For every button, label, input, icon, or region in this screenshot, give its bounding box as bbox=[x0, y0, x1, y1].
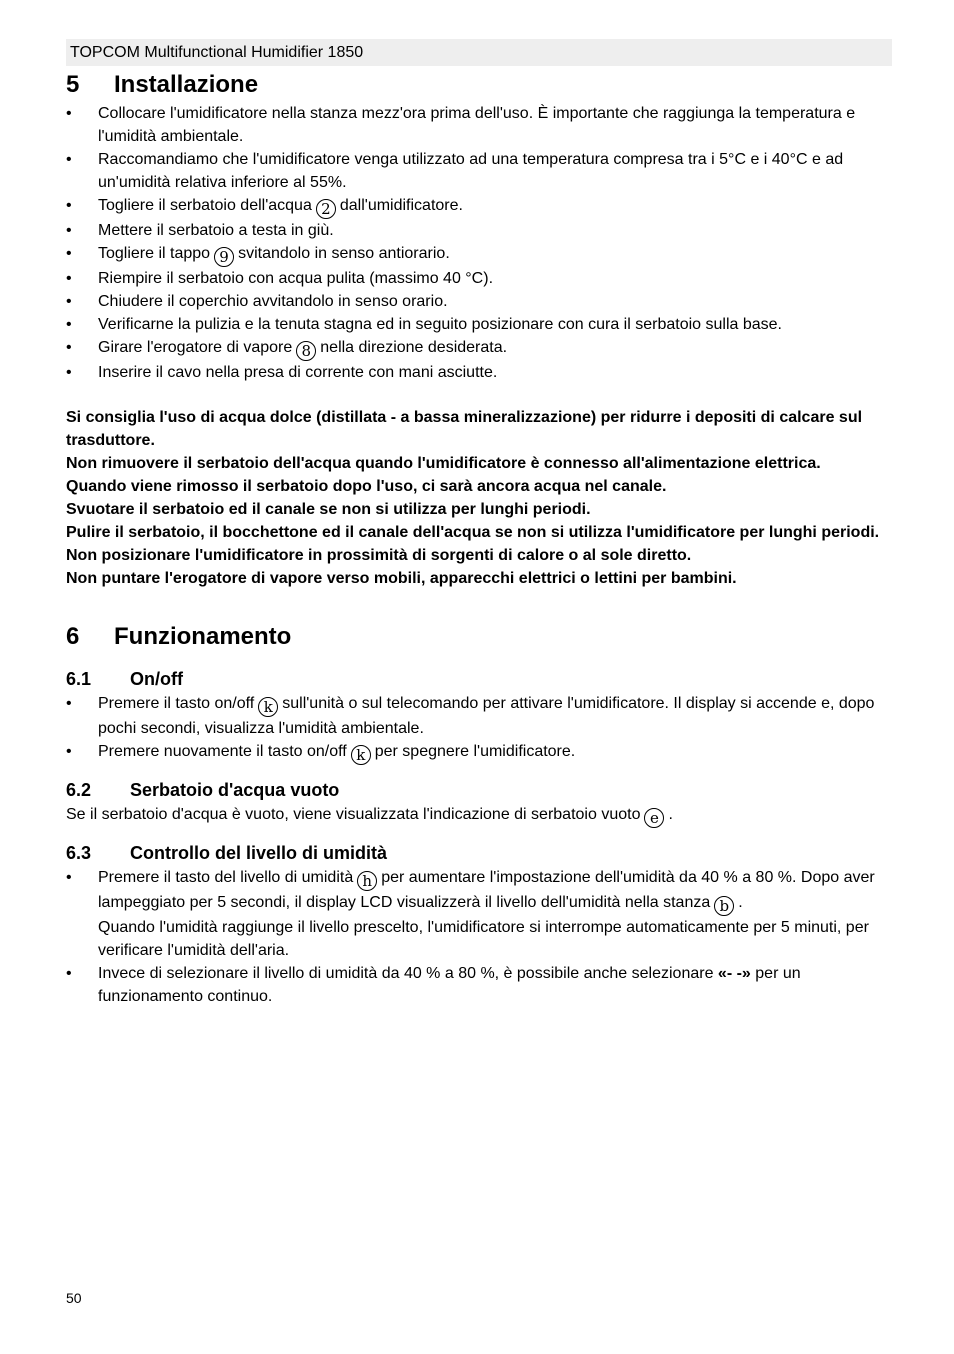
list-item: • Collocare l'umidificatore nella stanza mezz'ora prima dell'uso. È importante che raggiunga la temperatura e l'umidità ambientale. bbox=[66, 102, 892, 148]
running-header bbox=[66, 39, 892, 66]
list-item: • Inserire il cavo nella presa di corrente con mani asciutte. bbox=[66, 361, 892, 384]
part-reference-icon: 8 bbox=[296, 341, 316, 361]
onoff-list bbox=[66, 692, 892, 765]
warning-text: Pulire il serbatoio, il bocchettone ed il canale dell'acqua se non si utilizza l'umidificatore per lunghi periodi. bbox=[66, 524, 880, 541]
section-number: 6 bbox=[66, 623, 80, 650]
list-item: • Girare l'erogatore di vapore 8 nella direzione desiderata. bbox=[66, 336, 892, 361]
list-item: • Chiudere il coperchio avvitandolo in senso orario. bbox=[66, 290, 892, 313]
warnings-block bbox=[66, 406, 892, 590]
list-item: • Mettere il serbatoio a testa in giù. bbox=[66, 219, 892, 242]
display-reference-icon: b bbox=[714, 896, 734, 916]
section-title: Installazione bbox=[114, 71, 259, 98]
warning-text: Svuotare il serbatoio ed il canale se non si utilizza per lunghi periodi. bbox=[66, 501, 591, 518]
part-reference-icon: 2 bbox=[316, 199, 336, 219]
warning-text: Non puntare l'erogatore di vapore verso mobili, apparecchi elettrici o lettini per bambini. bbox=[66, 570, 737, 587]
list-item: • Premere il tasto on/off k sull'unità o sul telecomando per attivare l'umidificatore. Il display si accende e, dopo pochi secondi, visualizza l'umidità ambientale. bbox=[66, 692, 892, 740]
page-number: 50 bbox=[66, 1290, 82, 1306]
section-number: 5 bbox=[66, 71, 80, 98]
warning-text: Quando viene rimosso il serbatoio dopo l'uso, ci sarà ancora acqua nel canale. bbox=[66, 478, 667, 495]
section-5-heading bbox=[66, 68, 892, 102]
list-item: • Togliere il tappo 9 svitandolo in senso antiorario. bbox=[66, 242, 892, 267]
list-item: • Riempire il serbatoio con acqua pulita (massimo 40 °C). bbox=[66, 267, 892, 290]
subsection-number: 6.2 bbox=[66, 780, 92, 800]
subsection-6-2-heading bbox=[66, 777, 892, 803]
button-reference-icon: k bbox=[351, 745, 371, 765]
display-reference-icon: e bbox=[644, 808, 664, 828]
subsection-title: On/off bbox=[130, 669, 183, 689]
part-reference-icon: 9 bbox=[214, 247, 234, 267]
subsection-title: Controllo del livello di umidità bbox=[130, 843, 388, 863]
list-item: • Raccomandiamo che l'umidificatore venga utilizzato ad una temperatura compresa tra i 5°C e i 40°C e ad un'umidità relativa inferiore al 55%. bbox=[66, 148, 892, 194]
button-reference-icon: h bbox=[357, 871, 377, 891]
empty-tank-paragraph: Se il serbatoio d'acqua è vuoto, viene visualizzata l'indicazione di serbatoio vuoto e . bbox=[66, 806, 673, 827]
subsection-number: 6.1 bbox=[66, 669, 92, 689]
warning-text: Non rimuovere il serbatoio dell'acqua quando l'umidificatore è connesso all'alimentazione elettrica. bbox=[66, 455, 821, 472]
subsection-6-3-heading bbox=[66, 840, 892, 866]
list-item: • Premere il tasto del livello di umidità h per aumentare l'impostazione dell'umidità da 40 % a 80 %. Dopo aver lampeggiato per 5 secondi, il display LCD visualizzerà il livello dell'umidità nella stanza b . Quando l'umidità raggiunge il livello prescelto, l'umidificatore si interrompe automaticamente per 5 minuti, per verificare l'umidità dell'aria. bbox=[66, 866, 892, 962]
subsection-title: Serbatoio d'acqua vuoto bbox=[130, 780, 340, 800]
humidity-control-list bbox=[66, 866, 892, 1008]
list-item: • Premere nuovamente il tasto on/off k per spegnere l'umidificatore. bbox=[66, 740, 892, 765]
list-item: • Togliere il serbatoio dell'acqua 2 dall'umidificatore. bbox=[66, 194, 892, 219]
section-6-heading bbox=[66, 620, 892, 654]
installation-steps-list bbox=[66, 102, 892, 384]
list-item: • Invece di selezionare il livello di umidità da 40 % a 80 %, è possibile anche selezionare «- -» per un funzionamento continuo. bbox=[66, 962, 892, 1008]
list-item: • Verificarne la pulizia e la tenuta stagna ed in seguito posizionare con cura il serbatoio sulla base. bbox=[66, 313, 892, 336]
section-title: Funzionamento bbox=[114, 623, 292, 650]
button-reference-icon: k bbox=[258, 697, 278, 717]
warning-text: Non posizionare l'umidificatore in prossimità di sorgenti di calore o al sole diretto. bbox=[66, 547, 692, 564]
page-content bbox=[66, 68, 892, 1008]
subsection-6-1-heading bbox=[66, 666, 892, 692]
warning-text: Si consiglia l'uso di acqua dolce (distillata - a bassa mineralizzazione) per ridurre i depositi di calcare sul trasduttore. bbox=[66, 409, 863, 449]
header-title: TOPCOM Multifunctional Humidifier 1850 bbox=[70, 44, 364, 61]
subsection-number: 6.3 bbox=[66, 843, 92, 863]
